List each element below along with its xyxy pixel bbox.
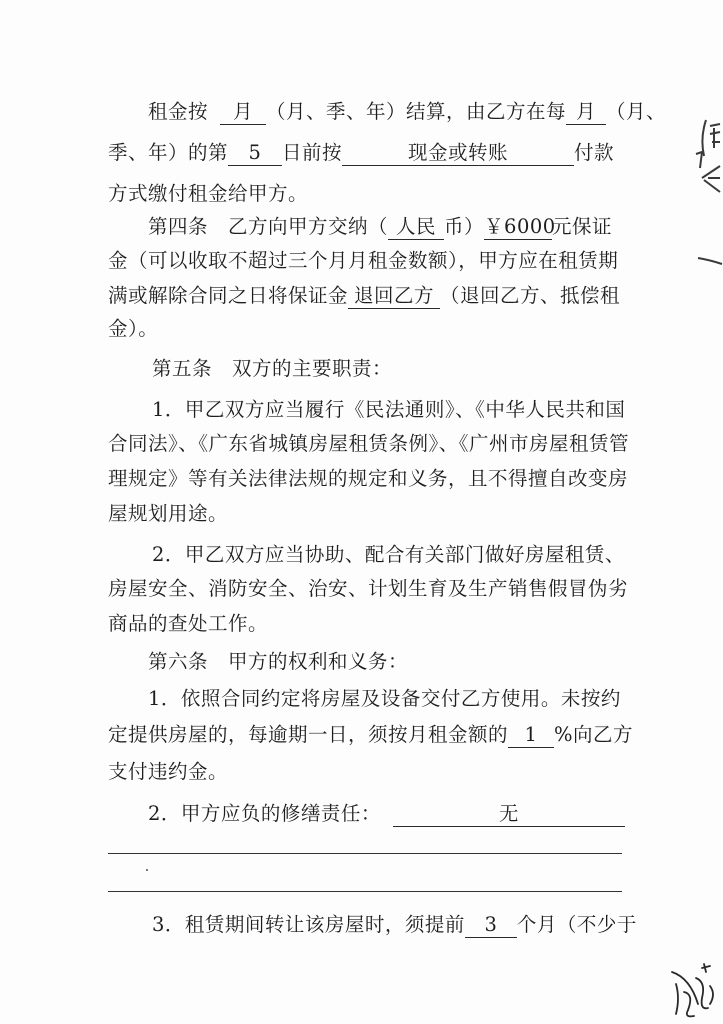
- article4-line-3: [108, 282, 620, 310]
- article6-item1-line-1: 1．依照合同约定将房屋及设备交付乙方使用。未按约: [148, 687, 621, 710]
- text: %向乙方: [554, 723, 634, 746]
- article5-item1-line-2: 合同法》、《广东省城镇房屋租赁条例》、《广州市房屋租赁管: [108, 432, 630, 455]
- article5-item2-line-1: 2．甲乙双方应当协助、配合有关部门做好房屋租赁、: [152, 543, 625, 566]
- article5-item1-line-3: 理规定》等有关法律法规的规定和义务，且不得擅自改变房: [108, 467, 629, 490]
- fill-currency: 人民: [388, 215, 444, 240]
- rent-payment-line-2: [108, 139, 614, 167]
- text: 租金按: [148, 100, 209, 123]
- text: 定提供房屋的，每逾期一日，须按月租金额的: [108, 723, 509, 746]
- blank-line: [108, 853, 622, 854]
- article6-title: 第六条 甲方的权利和义务：: [148, 650, 409, 673]
- text: 元保证: [552, 215, 613, 238]
- fill-notice-months: 3: [465, 913, 517, 938]
- speck: [146, 869, 148, 871]
- article5-item2-line-2: 房屋安全、消防安全、治安、计划生育及生产销售假冒伪劣: [108, 577, 629, 600]
- text: 满或解除合同之日将保证金: [108, 284, 349, 307]
- text: 2．甲方应负的修缮责任：: [148, 802, 381, 825]
- article5-item2-line-3: 商品的查处工作。: [108, 612, 269, 635]
- text: （退回乙方、抵偿租: [440, 284, 621, 307]
- fill-period: 月: [220, 100, 266, 125]
- text: 3．租赁期间转让该房屋时，须提前: [152, 913, 465, 936]
- article5-title: 第五条 双方的主要职责：: [152, 357, 393, 380]
- text: （月、季、年）结算，由乙方在每: [266, 100, 567, 123]
- fill-deposit: ￥6000: [484, 215, 556, 238]
- text: （月、: [606, 100, 667, 123]
- article4-line-4: 金）。: [108, 317, 159, 340]
- article6-item3-line: [152, 911, 637, 939]
- article5-item1-line-4: 屋规划用途。: [108, 502, 229, 525]
- text: 个月（不少于: [516, 913, 637, 936]
- article5-item1-line-1: 1．甲乙双方应当履行《民法通则》、《中华人民共和国: [152, 398, 626, 421]
- text: 日前按: [282, 141, 343, 164]
- article6-item1-line-2: [108, 721, 633, 749]
- fill-period-2: 月: [566, 100, 606, 125]
- rent-payment-line-3: 方式缴付租金给甲方。: [108, 182, 309, 205]
- article6-item2-line: [148, 800, 625, 828]
- article4-line-1: [148, 213, 612, 241]
- blank-line: [108, 891, 622, 892]
- text: 付款: [574, 141, 615, 164]
- rent-payment-line-1: [148, 98, 666, 126]
- article6-item1-line-3: 支付违约金。: [108, 760, 229, 783]
- text: 币）: [444, 215, 485, 238]
- signature-mark: [650, 958, 723, 1024]
- text: 第四条 乙方向甲方交纳（: [148, 215, 389, 238]
- fill-repair-duty: 无: [393, 802, 625, 827]
- fill-method: 现金或转账: [342, 141, 574, 166]
- fill-day: 5: [228, 141, 282, 166]
- article4-line-2: 金（可以收取不超过三个月月租金数额），甲方应在租赁期: [108, 249, 619, 272]
- fill-deposit-handling: 退回乙方: [348, 284, 440, 309]
- fill-penalty-rate: 1: [508, 723, 554, 748]
- partial-seal-stamp: [676, 108, 723, 268]
- text: 季、年）的第: [108, 141, 229, 164]
